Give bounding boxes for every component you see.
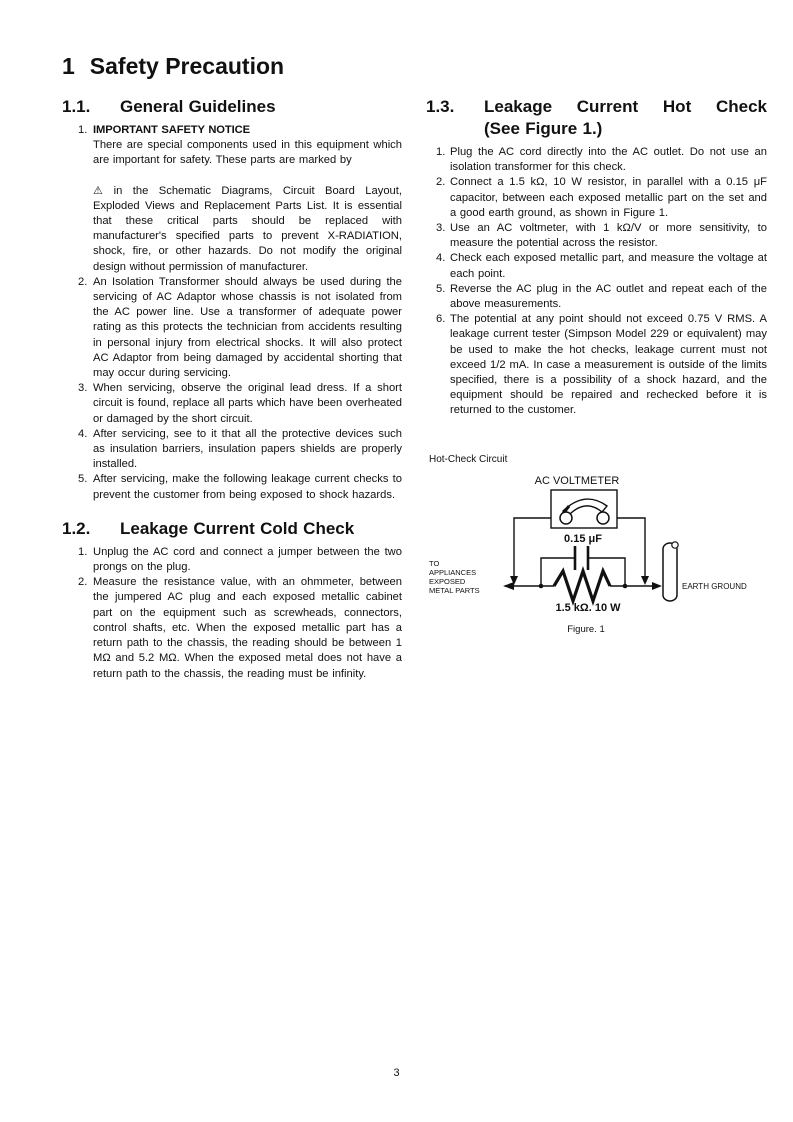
title-number: 1 [62,53,75,79]
section-1-1-list [62,123,402,503]
left-column [62,97,402,682]
list-item [426,282,767,312]
item-number: 5. [436,282,446,295]
item-text: Measure the resistance value, with an ohmmeter, between the jumpered AC plug and each exposed metallic cabinet part on the equipment such as screwheads, connectors, control shafts, etc. When the exposed metallic part has a return path to the chassis, the reading should be between 1 MΩ and 5.2 MΩ. When the exposed metal does not have a return path to the chassis, the reading must be infinity. [93,576,402,680]
resistor-label: 1.5 kΩ. 10 W [555,602,621,614]
earth-ground-label: EARTH GROUND [682,582,747,591]
item-number: 2. [436,176,446,189]
list-item [426,221,767,251]
list-item [426,145,767,175]
page-number: 3 [393,1067,400,1079]
section-title [484,96,767,140]
item-text: Reverse the AC plug in the AC outlet and repeat each of the above measurements. [450,282,767,311]
item-text: An Isolation Transformer should always be used during the servicing of AC Adaptor whose chassis is not isolated from the AC power line. Use a transformer of adequate power rating as this protects the technician from accidents resulting in personal injury from electrical shocks. It will also protect AC Adaptor from being damaged by accidental shorting that may occur during servicing. [93,275,402,380]
section-1-3-list [426,145,767,419]
figure-heading: Hot-Check Circuit [429,454,508,465]
section-title-line2: (See Figure 1.) [484,119,603,138]
item-number: 1. [436,146,446,158]
left-arrow-icon [503,582,514,590]
item-text: After servicing, see to it that all the protective devices such as insulation barriers, insulation papers shields are properly installed. [93,427,402,471]
item-label: IMPORTANT SAFETY NOTICE [93,124,250,136]
section-number: 1.1. [62,97,91,116]
item-number: 3. [78,382,88,395]
title-text: Safety Precaution [89,53,285,79]
item-text: Check each exposed metallic part, and measure the voltage at each point. [450,252,767,280]
item-number: 4. [436,252,446,265]
item-text: in the Schematic Diagrams, Circuit Board Layout, Exploded Views and Replacement Parts List. It is essential that these critical parts should be replaced with manufacturer's specified parts to prevent X-RADIATION, shock, fire, or other hazards. Do not modify the original design without permission of manufacturer. [93,184,402,273]
list-item [62,545,402,575]
section-heading-1-1 [62,97,402,117]
item-text: Plug the AC cord directly into the AC outlet. Do not use an isolation transformer for this check. [450,146,767,174]
list-item [426,175,767,221]
item-number: 1. [78,124,88,136]
resistor-icon [554,571,610,601]
item-number: 3. [436,222,446,235]
list-item [62,472,402,502]
svg-text:METAL PARTS: METAL PARTS [429,586,480,595]
svg-text:APPLIANCES: APPLIANCES [429,568,477,577]
earth-ground-rod-icon [663,542,678,601]
warning-triangle-icon: ⚠ [93,183,110,197]
item-number: 5. [78,473,88,486]
item-number: 2. [78,576,88,589]
item-number: 1. [78,545,88,558]
section-title: General Guidelines [120,97,276,116]
list-item [62,123,402,275]
item-number: 4. [78,427,88,440]
item-text: The potential at any point should not exceed 0.75 V RMS. A leakage current tester (Simpson Model 229 or equivalent) may be used to make the hot checks, leakage current must not exceed 1/2 mA. In case a measurement is outside of the limits specified, there is a possibility of a shock hazard, and the equipment should be repaired and rechecked before it is returned to the customer. [450,313,767,417]
list-item [426,251,767,281]
down-arrow-icon [641,576,649,585]
page-title [62,53,284,79]
section-title-line1: Leakage Current Hot Check [484,97,767,116]
section-heading-1-3 [426,96,767,140]
item-number: 6. [436,313,446,326]
list-item [62,575,402,681]
item-text: When servicing, observe the original lead dress. If a short circuit is found, replace all parts which have been overheated or damaged by the short circuit. [93,382,402,425]
item-number: 2. [78,275,88,288]
item-text: Unplug the AC cord and connect a jumper between the two prongs on the plug. [93,545,402,574]
list-item [62,381,402,427]
svg-text:EXPOSED: EXPOSED [429,577,466,586]
hot-check-circuit-figure [426,448,767,648]
section-title: Leakage Current Cold Check [120,518,355,538]
item-text: Connect a 1.5 kΩ, 10 W resistor, in parallel with a 0.15 μF capacitor, between each exposed metallic part on the set and a good earth ground, as shown in Figure 1. [450,176,767,219]
section-1-2-list [62,545,402,682]
right-column [426,96,767,419]
item-text: After servicing, make the following leakage current checks to prevent the customer from being exposed to shock hazards. [93,473,402,501]
item-text: Use an AC voltmeter, with 1 kΩ/V or more sensitivity, to measure the potential across the resistor. [450,222,767,250]
svg-text:TO: TO [429,559,440,568]
list-item [62,427,402,473]
list-item [62,275,402,381]
voltmeter-label: AC VOLTMETER [534,475,620,487]
voltmeter-icon [551,490,617,528]
section-number: 1.2. [62,518,91,538]
section-number: 1.3. [426,97,455,116]
left-terminal-label [429,559,480,595]
section-heading-1-2 [62,519,402,539]
item-paragraph: There are special components used in this equipment which are important for safety. These parts are marked by [93,139,402,167]
capacitor-label: 0.15 μF [564,533,602,545]
figure-caption: Figure. 1 [567,624,605,635]
circuit-diagram [426,448,767,648]
right-arrow-icon [652,582,662,590]
list-item [426,312,767,418]
item-paragraph [93,183,402,275]
